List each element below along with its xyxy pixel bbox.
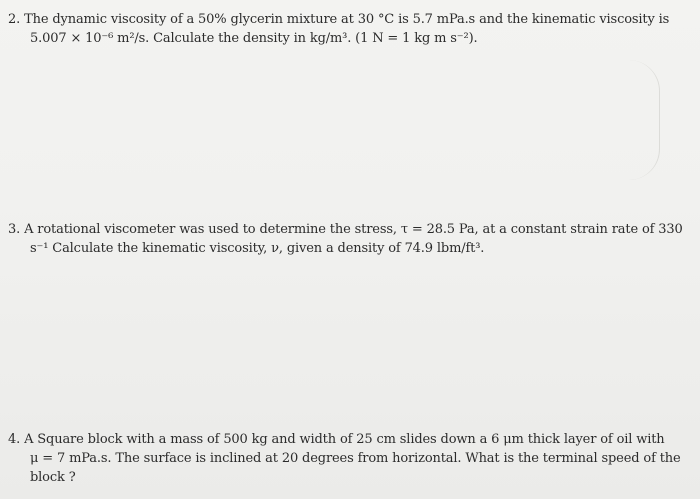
question-3-line-2: s⁻¹ Calculate the kinematic viscosity, ν, given a density of 74.9 lbm/ft³. xyxy=(30,241,485,256)
question-3 xyxy=(8,220,683,258)
question-3-line-1: 3. A rotational viscometer was used to determine the stress, τ = 28.5 Pa, at a constant strain rate of 330 xyxy=(8,222,683,237)
question-4-line-3: block ? xyxy=(30,470,76,485)
paper-crease xyxy=(629,60,660,180)
question-4-line-1: 4. A Square block with a mass of 500 kg and width of 25 cm slides down a 6 μm thick layer of oil with xyxy=(8,432,665,447)
question-4 xyxy=(8,430,681,487)
question-2 xyxy=(8,10,669,48)
question-2-line-1: 2. The dynamic viscosity of a 50% glycerin mixture at 30 °C is 5.7 mPa.s and the kinematic viscosity is xyxy=(8,12,670,27)
question-2-line-2: 5.007 × 10⁻⁶ m²/s. Calculate the density in kg/m³. (1 N = 1 kg m s⁻²). xyxy=(30,31,478,46)
question-4-line-2: μ = 7 mPa.s. The surface is inclined at 20 degrees from horizontal. What is the terminal speed of the xyxy=(30,451,681,466)
